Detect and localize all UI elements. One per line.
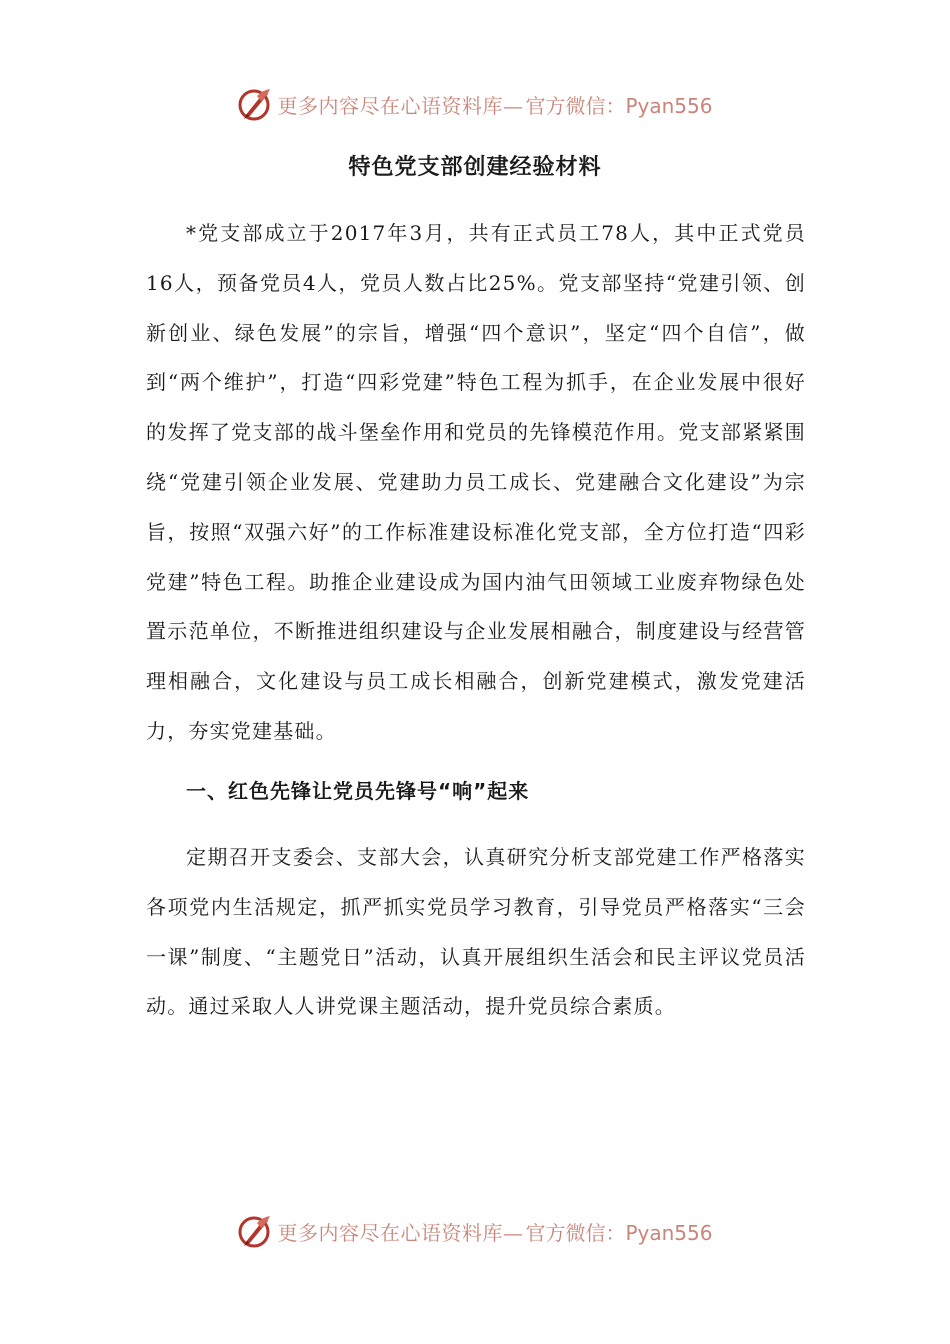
quill-pen-icon xyxy=(237,86,273,122)
header-banner xyxy=(0,82,950,126)
banner-wechat-id: 官方微信：Pyan556 xyxy=(525,1220,713,1245)
section-heading: 一、红色先锋让党员先锋号“响”起来 xyxy=(186,779,530,803)
banner-wechat-id: 官方微信：Pyan556 xyxy=(525,93,713,118)
document-title: 特色党支部创建经验材料 xyxy=(348,155,602,180)
intro-paragraph: *党支部成立于2017年3月，共有正式员工78人，其中正式党员16人，预备党员4人，党员人数占比25%。党支部坚持“党建引领、创新创业、绿色发展”的宗旨，增强“四个意识”，坚定“四个自信”，做到“两个维护”，打造“四彩党建”特色工程为抓手，在企业发展中很好的发挥了党支部的战斗堡垒作用和党员的先锋模范作用。党支部紧紧围绕“党建引领企业发展、党建助力员工成长、党建融合文化建设”为宗旨，按照“双强六好”的工作标准建设标准化党支部，全方位打造“四彩党建”特色工程。助推企业建设成为国内油气田领域工业废弃物绿色处置示范单位，不断推进组织建设与企业发展相融合，制度建设与经营管理相融合，文化建设与员工成长相融合，创新党建模式，激发党建活力，夯实党建基础。 xyxy=(146,221,806,743)
banner-slogan: 更多内容尽在心语资料库— xyxy=(277,1220,524,1245)
footer-banner xyxy=(0,1209,950,1253)
banner-slogan: 更多内容尽在心语资料库— xyxy=(277,93,524,118)
section-paragraph: 定期召开支委会、支部大会，认真研究分析支部党建工作严格落实各项党内生活规定，抓严抓实党员学习教育，引导党员严格落实“三会一课”制度、“主题党日”活动，认真开展组织生活会和民主评议党员活动。通过采取人人讲党课主题活动，提升党员综合素质。 xyxy=(146,845,806,1019)
quill-pen-icon xyxy=(237,1213,273,1249)
